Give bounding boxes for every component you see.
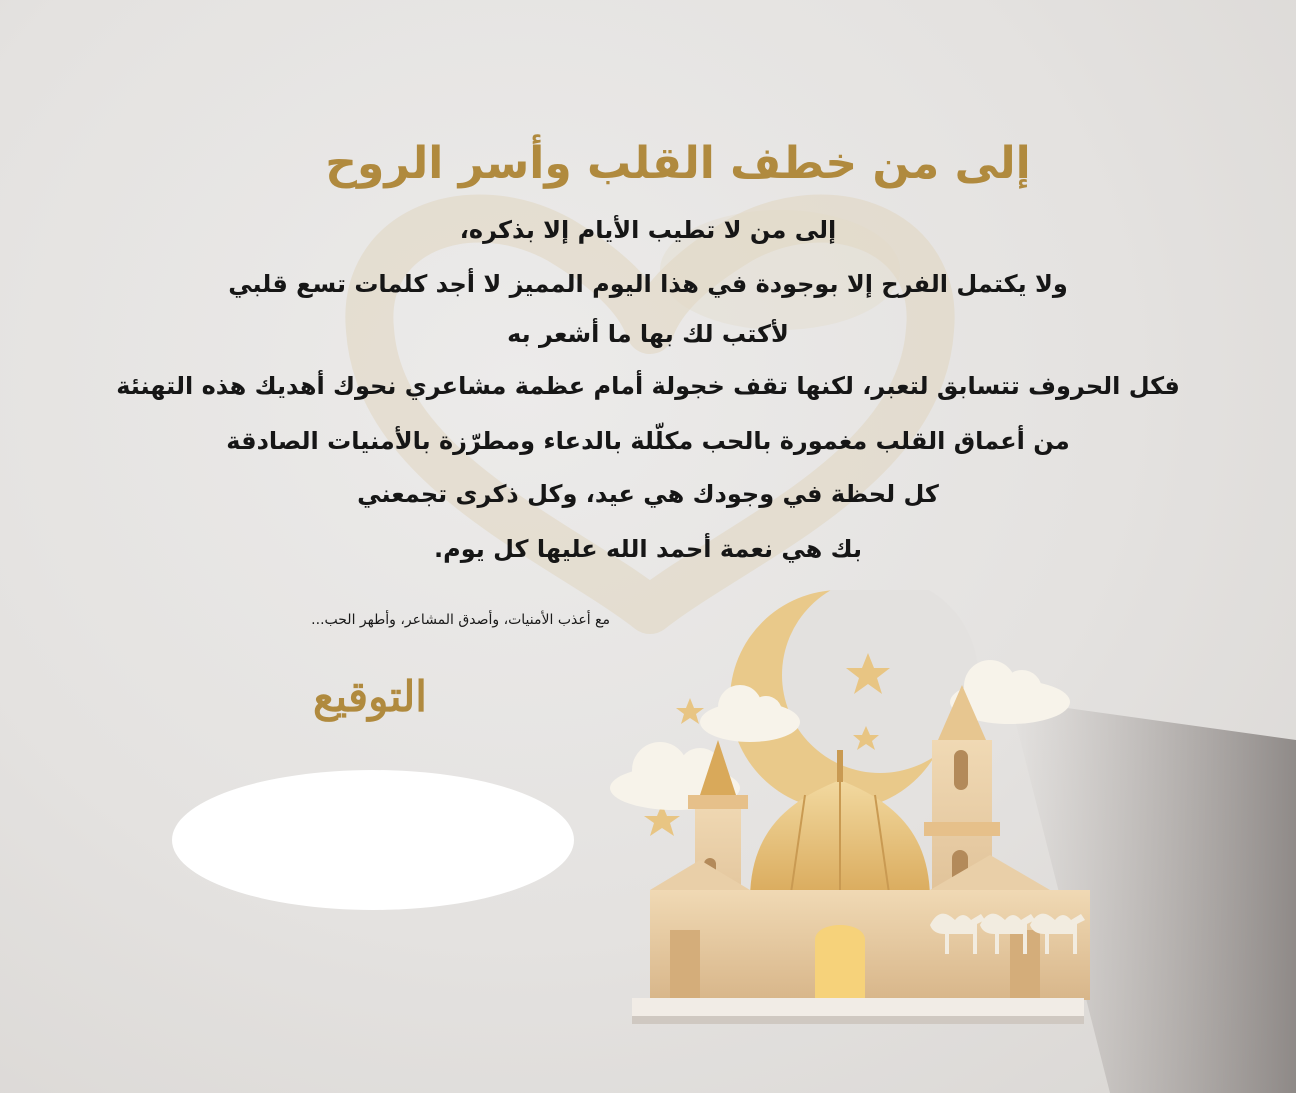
message-line-6: كل لحظة في وجودك هي عيد، وكل ذكرى تجمعني — [357, 480, 939, 508]
signature-area[interactable] — [172, 770, 574, 910]
message-line-7: بك هي نعمة أحمد الله عليها كل يوم. — [433, 535, 863, 563]
message-line-5: من أعماق القلب مغمورة بالحب مكلّلة بالدعاء ومطرّزة بالأمنيات الصادقة — [226, 427, 1070, 455]
message-line-2: ولا يكتمل الفرح إلا بوجودة في هذا اليوم المميز لا أجد كلمات تسع قلبي — [228, 270, 1068, 298]
signature-label: التوقيع — [313, 672, 427, 721]
closing-wishes: مع أعذب الأمنيات، وأصدق المشاعر، وأطهر الحب... — [311, 612, 610, 628]
card-title: إلى من خطف القلب وأسر الروح — [325, 138, 1031, 189]
message-line-1: إلى من لا تطيب الأيام إلا بذكره، — [459, 216, 837, 244]
mosque-illustration — [590, 590, 1296, 1093]
message-line-3: لأكتب لك بها ما أشعر به — [507, 320, 789, 348]
message-line-4: فكل الحروف تتسابق لتعبر، لكنها تقف خجولة أمام عظمة مشاعري نحوك أهديك هذه التهنئة — [116, 372, 1180, 400]
base-platform — [632, 998, 1084, 1016]
